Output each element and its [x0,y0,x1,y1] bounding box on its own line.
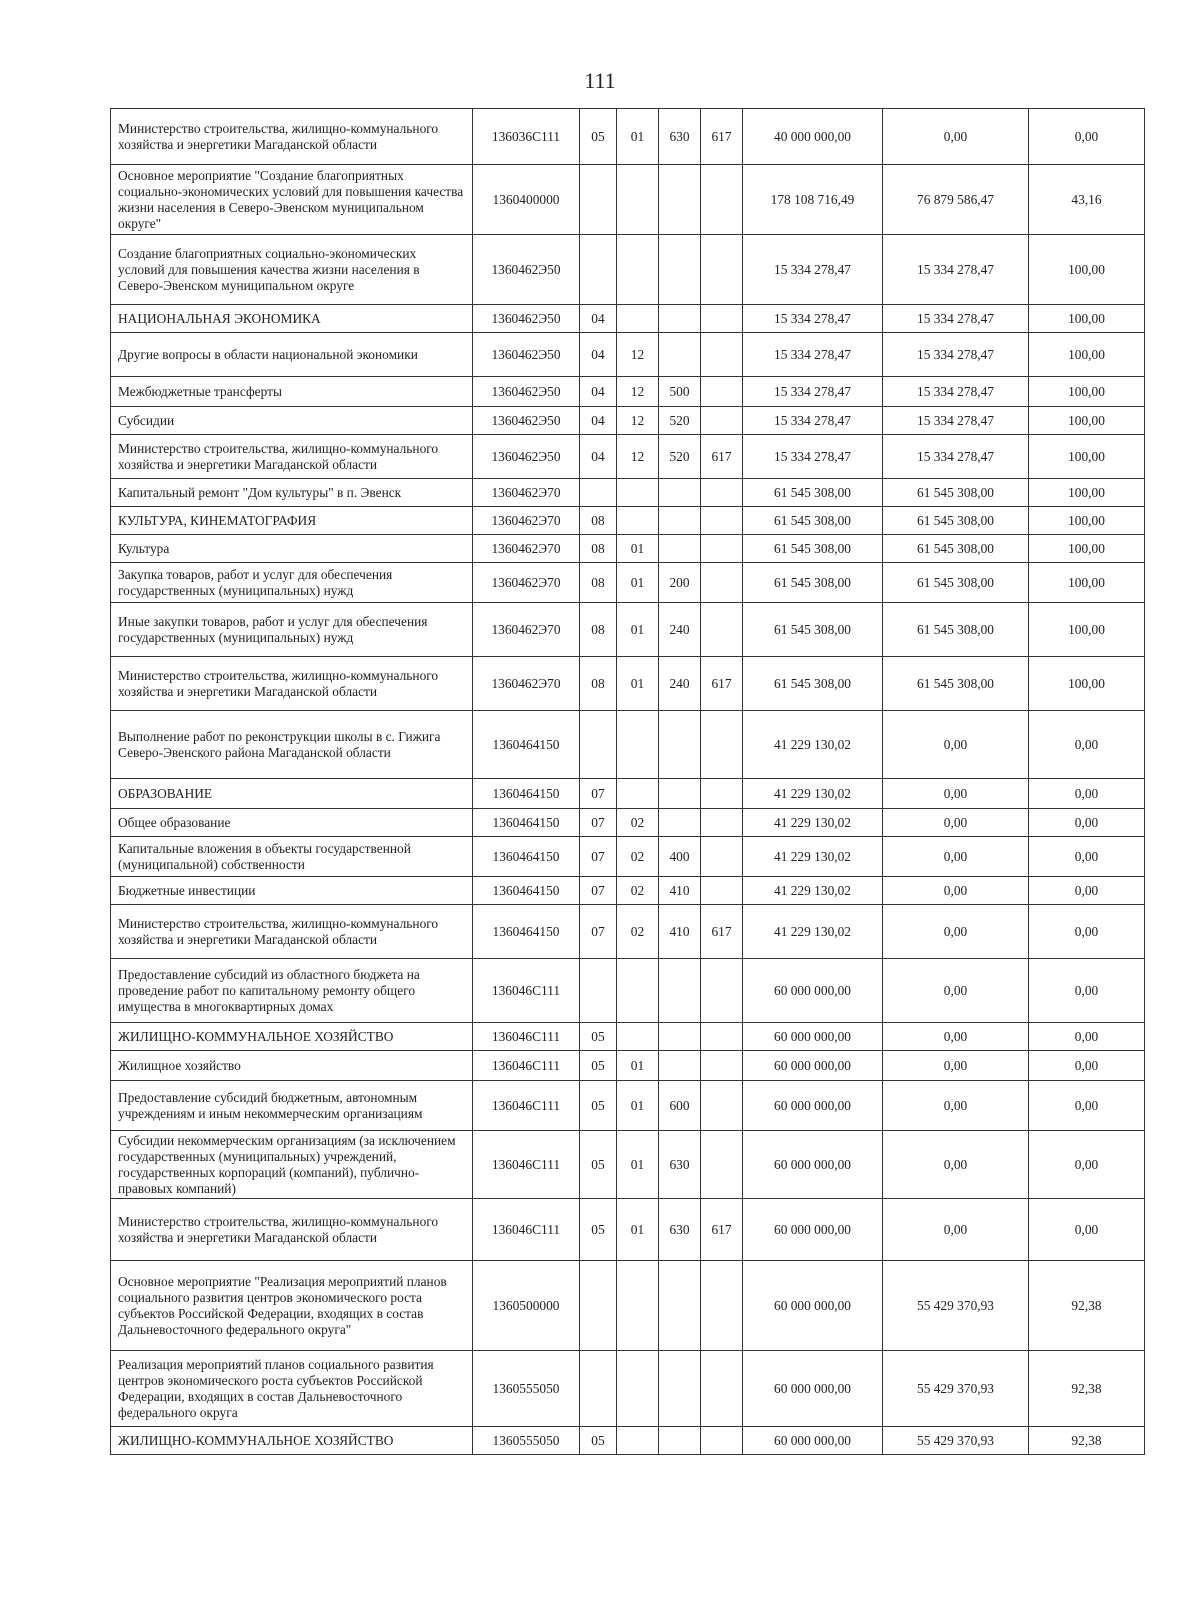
row-ministry-code [701,1351,743,1427]
table-row [111,333,1145,377]
row-fact-amount: 76 879 586,47 [883,165,1029,235]
row-section: 05 [580,1051,617,1081]
row-fact-amount: 0,00 [883,109,1029,165]
row-subsection: 01 [617,1199,659,1261]
row-subsection [617,959,659,1023]
row-percent: 0,00 [1029,877,1145,905]
row-plan-amount: 61 545 308,00 [743,563,883,603]
row-code: 1360462Э50 [473,435,580,479]
row-name: Субсидии некоммерческим организациям (за исключением государственных (муниципальных) учреждений, государственных корпораций (компаний), публично-правовых компаний) [111,1131,473,1199]
row-percent: 92,38 [1029,1351,1145,1427]
row-plan-amount: 60 000 000,00 [743,1131,883,1199]
row-name: НАЦИОНАЛЬНАЯ ЭКОНОМИКА [111,305,473,333]
row-plan-amount: 15 334 278,47 [743,435,883,479]
row-subsection [617,711,659,779]
row-code: 136046С111 [473,1023,580,1051]
row-code: 1360462Э70 [473,507,580,535]
row-code: 136046С111 [473,1081,580,1131]
row-code: 1360500000 [473,1261,580,1351]
row-ministry-code [701,507,743,535]
row-fact-amount: 0,00 [883,809,1029,837]
row-code: 1360555050 [473,1427,580,1455]
row-plan-amount: 60 000 000,00 [743,1051,883,1081]
row-section: 05 [580,1199,617,1261]
row-name: Предоставление субсидий из областного бюджета на проведение работ по капитальному ремонту общего имущества в многоквартирных домах [111,959,473,1023]
row-percent: 100,00 [1029,535,1145,563]
table-row [111,1199,1145,1261]
row-percent: 100,00 [1029,377,1145,407]
table-row [111,479,1145,507]
row-plan-amount: 60 000 000,00 [743,959,883,1023]
row-expense-type: 630 [659,1131,701,1199]
row-expense-type [659,1351,701,1427]
row-expense-type: 200 [659,563,701,603]
row-section: 04 [580,435,617,479]
row-subsection [617,479,659,507]
row-subsection [617,1023,659,1051]
row-fact-amount: 61 545 308,00 [883,603,1029,657]
row-name: Основное мероприятие "Реализация мероприятий планов социального развития центров экономического роста субъектов Российской Федерации, входящих в состав Дальневосточного федерального округа" [111,1261,473,1351]
table-row [111,165,1145,235]
row-name: Межбюджетные трансферты [111,377,473,407]
row-fact-amount: 0,00 [883,1023,1029,1051]
row-code: 1360555050 [473,1351,580,1427]
row-plan-amount: 60 000 000,00 [743,1427,883,1455]
row-code: 136036С111 [473,109,580,165]
row-fact-amount: 15 334 278,47 [883,305,1029,333]
row-plan-amount: 41 229 130,02 [743,711,883,779]
row-percent: 100,00 [1029,507,1145,535]
row-subsection: 02 [617,905,659,959]
row-percent: 0,00 [1029,959,1145,1023]
row-percent: 100,00 [1029,563,1145,603]
row-ministry-code [701,1131,743,1199]
row-subsection [617,507,659,535]
row-plan-amount: 41 229 130,02 [743,905,883,959]
row-code: 1360464150 [473,711,580,779]
table-row [111,837,1145,877]
row-name: Культура [111,535,473,563]
row-ministry-code [701,877,743,905]
row-name: Общее образование [111,809,473,837]
row-plan-amount: 41 229 130,02 [743,809,883,837]
row-subsection: 01 [617,1131,659,1199]
row-plan-amount: 178 108 716,49 [743,165,883,235]
table-row [111,657,1145,711]
table-row [111,959,1145,1023]
row-percent: 92,38 [1029,1427,1145,1455]
row-plan-amount: 15 334 278,47 [743,305,883,333]
row-ministry-code [701,603,743,657]
row-expense-type [659,779,701,809]
row-code: 1360462Э50 [473,377,580,407]
row-name: Основное мероприятие "Создание благоприятных социально-экономических условий для повышения качества жизни населения в Северо-Эвенском муниципальном округе" [111,165,473,235]
row-plan-amount: 15 334 278,47 [743,333,883,377]
row-fact-amount: 55 429 370,93 [883,1427,1029,1455]
row-ministry-code [701,563,743,603]
row-expense-type [659,507,701,535]
row-name: Создание благоприятных социально-экономических условий для повышения качества жизни населения в Северо-Эвенском муниципальном округе [111,235,473,305]
row-name: Министерство строительства, жилищно-коммунального хозяйства и энергетики Магаданской области [111,1199,473,1261]
row-expense-type [659,1051,701,1081]
row-fact-amount: 0,00 [883,1199,1029,1261]
row-section: 08 [580,603,617,657]
row-code: 1360462Э70 [473,657,580,711]
row-code: 1360462Э50 [473,333,580,377]
page-number: 111 [584,68,616,93]
row-code: 136046С111 [473,1051,580,1081]
row-plan-amount: 15 334 278,47 [743,235,883,305]
row-percent: 0,00 [1029,109,1145,165]
row-ministry-code [701,1427,743,1455]
row-ministry-code [701,1051,743,1081]
row-percent: 100,00 [1029,657,1145,711]
row-plan-amount: 60 000 000,00 [743,1261,883,1351]
row-fact-amount: 55 429 370,93 [883,1261,1029,1351]
row-expense-type [659,959,701,1023]
row-plan-amount: 60 000 000,00 [743,1351,883,1427]
row-name: Выполнение работ по реконструкции школы в с. Гижига Северо-Эвенского района Магаданской области [111,711,473,779]
row-expense-type: 400 [659,837,701,877]
row-percent: 0,00 [1029,779,1145,809]
row-subsection: 01 [617,535,659,563]
row-percent: 100,00 [1029,603,1145,657]
row-code: 1360464150 [473,809,580,837]
row-code: 136046С111 [473,1131,580,1199]
row-fact-amount: 61 545 308,00 [883,479,1029,507]
row-name: Жилищное хозяйство [111,1051,473,1081]
row-name: Капитальные вложения в объекты государственной (муниципальной) собственности [111,837,473,877]
row-ministry-code [701,779,743,809]
row-code: 136046С111 [473,1199,580,1261]
row-percent: 92,38 [1029,1261,1145,1351]
row-plan-amount: 60 000 000,00 [743,1081,883,1131]
row-ministry-code [701,407,743,435]
row-code: 1360462Э50 [473,305,580,333]
table-row [111,1131,1145,1199]
row-plan-amount: 40 000 000,00 [743,109,883,165]
row-percent: 100,00 [1029,235,1145,305]
table-row [111,711,1145,779]
row-expense-type [659,1023,701,1051]
row-ministry-code [701,305,743,333]
row-section: 04 [580,333,617,377]
row-code: 136046С111 [473,959,580,1023]
row-fact-amount: 0,00 [883,711,1029,779]
row-code: 1360462Э50 [473,407,580,435]
row-name: КУЛЬТУРА, КИНЕМАТОГРАФИЯ [111,507,473,535]
row-fact-amount: 15 334 278,47 [883,407,1029,435]
row-expense-type: 520 [659,435,701,479]
row-fact-amount: 0,00 [883,1051,1029,1081]
row-subsection: 12 [617,407,659,435]
row-fact-amount: 61 545 308,00 [883,657,1029,711]
row-ministry-code [701,479,743,507]
table-row [111,535,1145,563]
row-section [580,165,617,235]
row-section: 07 [580,809,617,837]
row-plan-amount: 61 545 308,00 [743,479,883,507]
row-percent: 0,00 [1029,809,1145,837]
row-name: Министерство строительства, жилищно-коммунального хозяйства и энергетики Магаданской области [111,109,473,165]
row-ministry-code: 617 [701,905,743,959]
row-code: 1360462Э70 [473,603,580,657]
table-row [111,435,1145,479]
row-section: 05 [580,1081,617,1131]
row-section: 08 [580,657,617,711]
row-subsection: 01 [617,657,659,711]
row-fact-amount: 0,00 [883,877,1029,905]
row-percent: 100,00 [1029,479,1145,507]
row-subsection: 01 [617,1081,659,1131]
row-name: Министерство строительства, жилищно-коммунального хозяйства и энергетики Магаданской области [111,905,473,959]
row-percent: 43,16 [1029,165,1145,235]
row-name: Бюджетные инвестиции [111,877,473,905]
row-code: 1360462Э70 [473,535,580,563]
row-section: 05 [580,1023,617,1051]
row-fact-amount: 55 429 370,93 [883,1351,1029,1427]
row-expense-type [659,235,701,305]
table-row [111,1261,1145,1351]
row-subsection: 01 [617,109,659,165]
row-expense-type [659,479,701,507]
row-section [580,959,617,1023]
row-expense-type: 520 [659,407,701,435]
table-row [111,809,1145,837]
row-fact-amount: 0,00 [883,837,1029,877]
table-row [111,235,1145,305]
row-fact-amount: 61 545 308,00 [883,507,1029,535]
row-subsection [617,779,659,809]
row-subsection [617,1427,659,1455]
row-expense-type [659,1261,701,1351]
row-subsection: 12 [617,333,659,377]
row-expense-type: 410 [659,905,701,959]
row-ministry-code [701,1023,743,1051]
row-name: Реализация мероприятий планов социального развития центров экономического роста субъектов Российской Федерации, входящих в состав Дальневосточного федерального округа [111,1351,473,1427]
row-name: Субсидии [111,407,473,435]
row-fact-amount: 15 334 278,47 [883,333,1029,377]
row-code: 1360462Э50 [473,235,580,305]
row-percent: 100,00 [1029,305,1145,333]
row-ministry-code [701,837,743,877]
row-expense-type: 240 [659,657,701,711]
row-name: ЖИЛИЩНО-КОММУНАЛЬНОЕ ХОЗЯЙСТВО [111,1427,473,1455]
row-code: 1360464150 [473,905,580,959]
row-expense-type: 240 [659,603,701,657]
row-plan-amount: 61 545 308,00 [743,657,883,711]
row-expense-type: 500 [659,377,701,407]
row-section: 07 [580,837,617,877]
row-plan-amount: 61 545 308,00 [743,603,883,657]
table-body [111,109,1145,1455]
row-name: Министерство строительства, жилищно-коммунального хозяйства и энергетики Магаданской области [111,657,473,711]
row-plan-amount: 60 000 000,00 [743,1199,883,1261]
row-ministry-code: 617 [701,657,743,711]
row-percent: 0,00 [1029,1131,1145,1199]
row-section [580,1351,617,1427]
row-ministry-code [701,809,743,837]
table-row [111,1427,1145,1455]
row-subsection: 01 [617,603,659,657]
row-ministry-code [701,711,743,779]
row-percent: 0,00 [1029,1199,1145,1261]
row-expense-type [659,1427,701,1455]
row-section: 04 [580,407,617,435]
row-code: 1360400000 [473,165,580,235]
table-row [111,1081,1145,1131]
row-subsection: 02 [617,837,659,877]
table-row [111,1351,1145,1427]
row-expense-type: 630 [659,1199,701,1261]
row-expense-type [659,305,701,333]
row-subsection [617,1351,659,1427]
row-ministry-code [701,959,743,1023]
row-code: 1360464150 [473,837,580,877]
row-code: 1360464150 [473,779,580,809]
row-subsection [617,1261,659,1351]
row-percent: 0,00 [1029,905,1145,959]
row-ministry-code: 617 [701,1199,743,1261]
row-ministry-code [701,165,743,235]
row-name: Иные закупки товаров, работ и услуг для обеспечения государственных (муниципальных) нужд [111,603,473,657]
row-ministry-code [701,333,743,377]
table-row [111,779,1145,809]
row-percent: 0,00 [1029,1051,1145,1081]
row-ministry-code [701,535,743,563]
row-percent: 0,00 [1029,1081,1145,1131]
row-ministry-code: 617 [701,435,743,479]
row-subsection: 12 [617,377,659,407]
row-section: 08 [580,507,617,535]
row-expense-type [659,535,701,563]
table-row [111,1051,1145,1081]
row-subsection: 01 [617,563,659,603]
row-subsection: 02 [617,877,659,905]
row-code: 1360462Э70 [473,563,580,603]
row-name: Другие вопросы в области национальной экономики [111,333,473,377]
row-section: 08 [580,563,617,603]
row-name: Министерство строительства, жилищно-коммунального хозяйства и энергетики Магаданской области [111,435,473,479]
row-section: 07 [580,905,617,959]
row-plan-amount: 60 000 000,00 [743,1023,883,1051]
row-expense-type: 630 [659,109,701,165]
row-fact-amount: 0,00 [883,959,1029,1023]
row-name: ОБРАЗОВАНИЕ [111,779,473,809]
row-ministry-code [701,235,743,305]
row-plan-amount: 61 545 308,00 [743,535,883,563]
row-percent: 100,00 [1029,435,1145,479]
row-code: 1360462Э70 [473,479,580,507]
row-name: ЖИЛИЩНО-КОММУНАЛЬНОЕ ХОЗЯЙСТВО [111,1023,473,1051]
row-fact-amount: 15 334 278,47 [883,235,1029,305]
row-subsection [617,305,659,333]
row-fact-amount: 61 545 308,00 [883,535,1029,563]
row-fact-amount: 0,00 [883,1131,1029,1199]
row-percent: 0,00 [1029,711,1145,779]
table-row [111,407,1145,435]
row-expense-type: 410 [659,877,701,905]
row-fact-amount: 61 545 308,00 [883,563,1029,603]
row-section: 05 [580,109,617,165]
row-plan-amount: 41 229 130,02 [743,877,883,905]
row-section: 08 [580,535,617,563]
row-subsection: 01 [617,1051,659,1081]
row-expense-type [659,333,701,377]
table-row [111,877,1145,905]
row-expense-type [659,165,701,235]
row-ministry-code: 617 [701,109,743,165]
row-expense-type: 600 [659,1081,701,1131]
table-row [111,109,1145,165]
row-ministry-code [701,1081,743,1131]
row-code: 1360464150 [473,877,580,905]
row-section: 05 [580,1131,617,1199]
row-fact-amount: 0,00 [883,905,1029,959]
row-percent: 100,00 [1029,333,1145,377]
row-fact-amount: 0,00 [883,779,1029,809]
row-ministry-code [701,377,743,407]
row-subsection [617,235,659,305]
row-plan-amount: 41 229 130,02 [743,837,883,877]
row-expense-type [659,809,701,837]
table-row [111,1023,1145,1051]
table-row [111,563,1145,603]
row-expense-type [659,711,701,779]
table-row [111,377,1145,407]
row-plan-amount: 61 545 308,00 [743,507,883,535]
row-section [580,235,617,305]
row-subsection: 02 [617,809,659,837]
row-section [580,1261,617,1351]
row-fact-amount: 0,00 [883,1081,1029,1131]
row-percent: 0,00 [1029,1023,1145,1051]
row-section: 07 [580,779,617,809]
table-row [111,507,1145,535]
table-row [111,905,1145,959]
row-fact-amount: 15 334 278,47 [883,435,1029,479]
row-section: 07 [580,877,617,905]
table-row [111,603,1145,657]
row-section [580,479,617,507]
row-percent: 100,00 [1029,407,1145,435]
row-subsection: 12 [617,435,659,479]
row-name: Закупка товаров, работ и услуг для обеспечения государственных (муниципальных) нужд [111,563,473,603]
row-subsection [617,165,659,235]
row-plan-amount: 41 229 130,02 [743,779,883,809]
table-row [111,305,1145,333]
row-section [580,711,617,779]
row-plan-amount: 15 334 278,47 [743,407,883,435]
row-name: Предоставление субсидий бюджетным, автономным учреждениям и иным некоммерческим организациям [111,1081,473,1131]
row-section: 04 [580,377,617,407]
row-section: 05 [580,1427,617,1455]
budget-table [110,108,1145,1455]
row-percent: 0,00 [1029,837,1145,877]
row-ministry-code [701,1261,743,1351]
row-plan-amount: 15 334 278,47 [743,377,883,407]
row-fact-amount: 15 334 278,47 [883,377,1029,407]
row-section: 04 [580,305,617,333]
row-name: Капитальный ремонт "Дом культуры" в п. Эвенск [111,479,473,507]
